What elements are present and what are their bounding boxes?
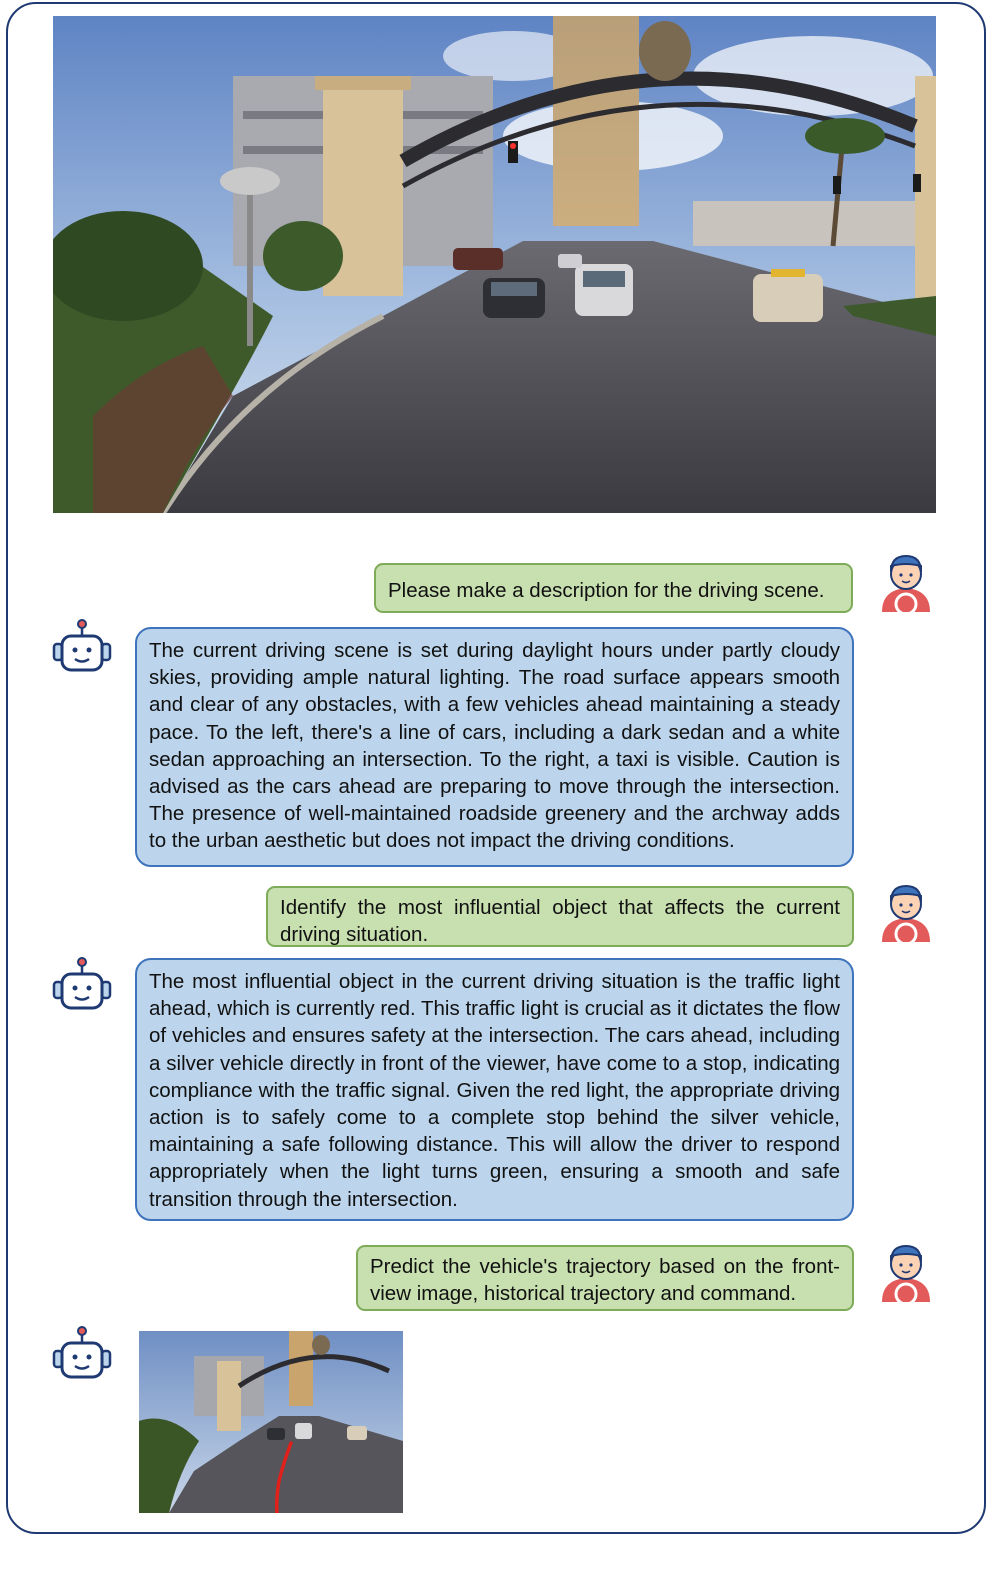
robot-icon xyxy=(52,957,112,1013)
driver-avatar-icon xyxy=(880,552,932,612)
front-view-image xyxy=(53,16,936,513)
assistant-message: The most influential object in the current driving situation is the traffic light ahead, which is currently red. This traffic light is crucial as it dictates the flow of vehicles and ensures safety at the intersection. The cars ahead, including a silver vehicle directly in front of the viewer, have come to a stop, indicating compliance with the traffic signal. Given the red light, the appropriate driving action is to safely come to a complete stop behind the silver vehicle, maintaining a safe following distance. This will allow the driver to respond appropriately when the light turns green, ensuring a smooth and safe transition through the intersection. xyxy=(135,958,854,1221)
driver-avatar-icon xyxy=(880,1242,932,1302)
user-message: Please make a description for the driving scene. xyxy=(374,563,853,613)
robot-icon xyxy=(52,1326,112,1382)
driver-avatar-icon xyxy=(880,882,932,942)
user-message: Predict the vehicle's trajectory based on the front-view image, historical trajectory and command. xyxy=(356,1245,854,1311)
user-message: Identify the most influential object that affects the current driving situation. xyxy=(266,886,854,947)
assistant-message: The current driving scene is set during daylight hours under partly cloudy skies, providing ample natural lighting. The road surface appears smooth and clear of any obstacles, with a few vehicles ahead maintaining a steady pace. To the left, there's a line of cars, including a dark sedan and a white sedan approaching an intersection. To the right, a taxi is visible. Caution is advised as the cars ahead are preparing to move through the intersection. The presence of well-maintained roadside greenery and the archway adds to the urban aesthetic but does not impact the driving conditions. xyxy=(135,627,854,867)
trajectory-prediction-image xyxy=(139,1331,403,1513)
robot-icon xyxy=(52,619,112,675)
